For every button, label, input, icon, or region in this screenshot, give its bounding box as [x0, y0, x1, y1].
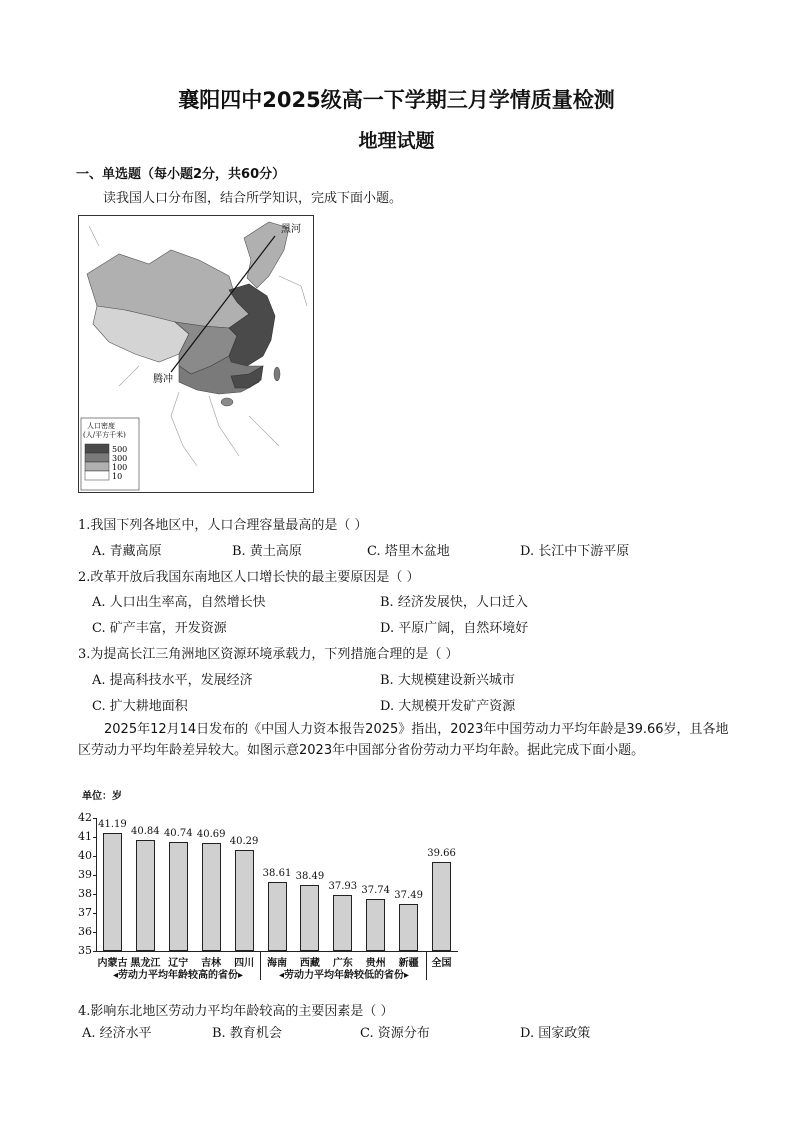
bar-2	[169, 842, 188, 951]
map-label-tengchong: 腾冲	[153, 374, 173, 385]
page-subtitle: 地理试题	[358, 130, 435, 152]
question-1-option-d[interactable]: D. 长江中下游平原	[520, 544, 630, 559]
bar-category-label: 辽宁	[168, 958, 189, 969]
y-tick-mark	[93, 951, 96, 952]
legend-swatches	[85, 444, 109, 480]
map-svg	[79, 216, 313, 492]
arrow-left-icon: ◂	[112, 970, 118, 981]
bar-value-label: 40.84	[131, 826, 160, 838]
bar-10	[432, 862, 451, 951]
chart-x-axis	[96, 951, 458, 952]
question-2-option-d[interactable]: D. 平原广阔，自然环境好	[380, 621, 529, 636]
map-east-dense-region	[229, 284, 275, 366]
passage-text: 2025年12月14日发布的《中国人力资本报告2025》指出，2023年中国劳动力平均年龄是39.66岁，且各地区劳动力平均年龄差异较大。如图示意2023年中国部分省份劳动力平均年龄。据此完成下面小题。	[78, 722, 729, 758]
bar-category-label: 贵州	[365, 958, 386, 969]
legend-swatch-500	[85, 444, 109, 453]
bar-value-label: 40.69	[196, 828, 226, 840]
question-1-option-c[interactable]: C. 塔里木盆地	[367, 544, 450, 559]
y-tick-label: 35	[78, 944, 92, 957]
y-tick-mark	[93, 894, 96, 895]
bar-category-label: 全国	[431, 958, 452, 969]
intro-text: 读我国人口分布图，结合所学知识，完成下面小题。	[103, 191, 403, 206]
bar-9	[399, 904, 418, 951]
map-taiwan	[274, 367, 280, 381]
question-4-option-b[interactable]: B. 教育机会	[212, 1026, 282, 1041]
legend-label-500: 500	[112, 445, 128, 454]
question-3-option-d[interactable]: D. 大规模开发矿产资源	[380, 699, 516, 714]
arrow-left-icon: ◂	[278, 970, 284, 981]
question-1-stem: 1.我国下列各地区中，人口合理容量最高的是（ ）	[78, 518, 368, 533]
bar-value-label: 39.66	[427, 848, 456, 860]
bar-value-label: 38.61	[262, 868, 292, 880]
question-1-option-b[interactable]: B. 黄土高原	[232, 544, 302, 559]
chart-unit-label: 单位：岁	[82, 791, 122, 802]
question-4-stem: 4.影响东北地区劳动力平均年龄较高的主要因素是（ ）	[78, 1004, 394, 1019]
bar-category-label: 新疆	[398, 958, 419, 969]
bar-value-label: 38.49	[295, 870, 325, 882]
legend-label-300: 300	[112, 454, 128, 463]
question-3-option-c[interactable]: C. 扩大耕地面积	[92, 699, 188, 714]
question-3-option-a[interactable]: A. 提高科技水平，发展经济	[92, 673, 253, 688]
legend-title-1: 人口密度	[87, 422, 115, 430]
bar-category-label: 吉林	[201, 958, 222, 969]
arrow-right-icon: ▸	[404, 970, 410, 981]
bar-category-label: 海南	[267, 958, 287, 969]
y-tick-label: 40	[78, 849, 92, 862]
chart-group-low-text: 劳动力平均年龄较低的省份	[284, 970, 404, 981]
question-4-option-d[interactable]: D. 国家政策	[520, 1026, 591, 1041]
map-hainan	[221, 398, 233, 406]
y-tick-mark	[93, 875, 96, 876]
bar-4	[235, 850, 254, 951]
bar-8	[366, 899, 385, 951]
age-bar-chart	[74, 800, 474, 990]
bar-1	[136, 840, 155, 951]
legend-label-10: 10	[112, 472, 123, 481]
page-title: 襄阳四中2025级高一下学期三月学情质量检测	[178, 88, 615, 112]
bar-category-label: 广东	[332, 958, 353, 969]
y-tick-label: 42	[78, 811, 92, 824]
section-heading: 一、单选题（每小题2分，共60分）	[76, 167, 286, 182]
y-tick-mark	[93, 913, 96, 914]
chart-y-axis	[96, 818, 97, 951]
legend-swatch-100	[85, 462, 109, 471]
population-map	[78, 215, 314, 493]
bar-0	[103, 833, 122, 951]
bar-category-label: 内蒙古	[97, 958, 128, 969]
bar-value-label: 41.19	[98, 819, 127, 831]
question-2-option-a[interactable]: A. 人口出生率高，自然增长快	[92, 595, 266, 610]
question-1-option-a[interactable]: A. 青藏高原	[92, 544, 162, 559]
bar-3	[202, 843, 221, 951]
question-3-option-b[interactable]: B. 大规模建设新兴城市	[380, 673, 515, 688]
chart-group-high-text: 劳动力平均年龄较高的省份	[118, 970, 238, 981]
y-tick-label: 38	[78, 887, 92, 900]
y-tick-label: 36	[78, 925, 92, 938]
y-tick-label: 37	[78, 906, 92, 919]
bar-category-label: 黑龙江	[130, 958, 161, 969]
bar-value-label: 40.74	[163, 827, 193, 839]
legend-title-2: (人/平方千米)	[83, 431, 126, 439]
bar-value-label: 37.74	[361, 884, 391, 896]
bar-value-label: 40.29	[229, 836, 259, 848]
y-tick-mark	[93, 837, 96, 838]
bar-7	[333, 895, 352, 951]
y-tick-mark	[93, 856, 96, 857]
legend-label-100: 100	[112, 463, 128, 472]
bar-category-label: 四川	[234, 958, 255, 969]
arrow-right-icon: ▸	[238, 970, 244, 981]
legend-swatch-300	[85, 453, 109, 462]
y-tick-label: 41	[78, 830, 92, 843]
bar-5	[268, 882, 287, 951]
bar-value-label: 37.49	[394, 889, 423, 901]
question-2-option-b[interactable]: B. 经济发展快，人口迁入	[380, 595, 528, 610]
map-label-heihe: 黑河	[281, 224, 301, 235]
bar-category-label: 西藏	[299, 958, 320, 969]
question-2-option-c[interactable]: C. 矿产丰富，开发资源	[92, 621, 227, 636]
question-4-option-c[interactable]: C. 资源分布	[360, 1026, 430, 1041]
legend-swatch-10	[85, 471, 109, 480]
bar-6	[300, 885, 319, 951]
question-3-stem: 3.为提高长江三角洲地区资源环境承载力，下列措施合理的是（ ）	[78, 647, 459, 662]
y-tick-label: 39	[78, 868, 92, 881]
question-4-option-a[interactable]: A. 经济水平	[82, 1026, 152, 1041]
y-tick-mark	[93, 932, 96, 933]
bar-value-label: 37.93	[328, 881, 358, 893]
question-2-stem: 2.改革开放后我国东南地区人口增长快的最主要原因是（ ）	[78, 570, 420, 585]
